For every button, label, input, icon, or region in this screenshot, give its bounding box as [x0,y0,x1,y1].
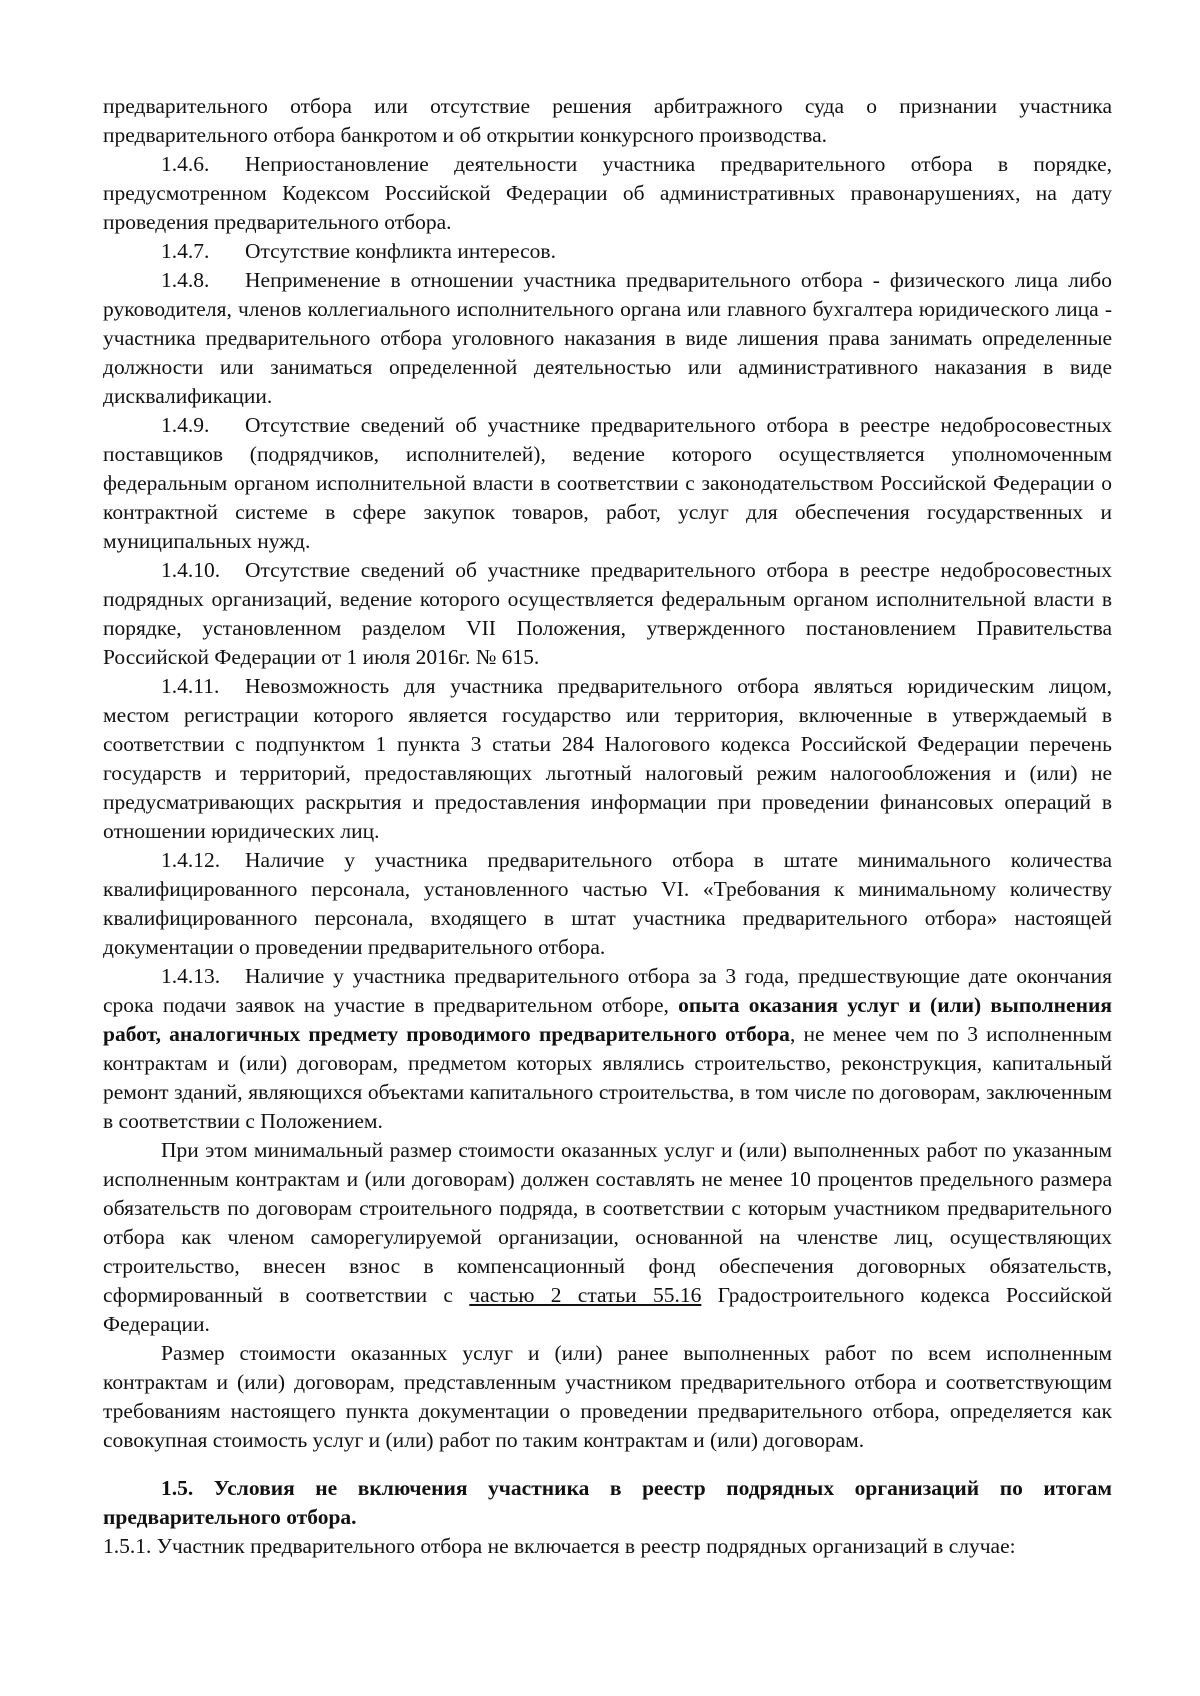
clause-bold-text: опыта оказания услуг и (или) выполнения работ, аналогичных предмету проводимого предварительного отбора [103,993,1113,1046]
clause-1-4-11 [103,672,1112,846]
paragraph-text: При этом минимальный размер стоимости оказанных услуг и (или) выполненных работ по указанным исполненным контрактам и (или договорам) должен составлять не менее 10 процентов предельного размера обязательств по договорам строительного подряда, в соответствии с которым участником предварительного отбора как членом саморегулируемой организации, основанной на членстве лиц, осуществляющих строительство, внесен взнос в компенсационный фонд обеспечения договорных обязательств, сформированный в соответствии с [103,1138,1112,1307]
paragraph-text-continued: Градостроительного кодекса Российской Федерации. [103,1283,1112,1336]
clause-number: 1.4.13. [161,964,221,988]
clause-number: 1.4.12. [161,848,221,872]
clause-text: Наличие у участника предварительного отбора в штате минимального количества квалифицированного персонала, установленного частью VI. «Требования к минимальному количеству квалифицированного персонала, входящего в штат участника предварительного отбора» настоящей документации о проведении предварительного отбора. [103,848,1112,959]
clause-text: Наличие у участника предварительного отбора за 3 года, предшествующие дате окончания срока подачи заявок на участие в предварительном отборе, [103,964,1112,1017]
clause-1-4-8 [103,266,1112,411]
clause-number: 1.4.8. [161,268,210,292]
clause-text: Неприменение в отношении участника предварительного отбора - физического лица либо руководителя, членов коллегиального исполнительного органа или главного бухгалтера юридического лица - участника предварительного отбора уголовного наказания в виде лишения права занимать определенные должности или заниматься определенной деятельностью или административного наказания в виде дисквалификации. [103,268,1112,408]
clause-number: 1.4.10. [161,558,221,582]
paragraph-total-cost: Размер стоимости оказанных услуг и (или) ранее выполненных работ по всем исполненным контрактам и (или) договорам, представленным участником предварительного отбора и соответствующим требованиям настоящего пункта документации о проведении предварительного отбора, определяется как совокупная стоимость услуг и (или) работ по таким контрактам и (или) договорам. [103,1341,1112,1452]
clause-1-4-9 [103,411,1112,556]
clause-text: Невозможность для участника предварительного отбора являться юридическим лицом, местом регистрации которого является государство или территория, включенные в утверждаемый в соответствии с подпунктом 1 пункта 3 статьи 284 Налогового кодекса Российской Федерации перечень государств и территорий, предоставляющих льготный налоговый режим налогообложения и (или) не предусматривающих раскрытия и предоставления информации при проведении финансовых операций в отношении юридических лиц. [103,674,1112,843]
section-heading-1-5: 1.5. Условия не включения участника в реестр подрядных организаций по итогам предварительного отбора. [103,1476,1112,1529]
clause-1-4-12 [103,846,1112,962]
clause-text: Неприостановление деятельности участника предварительного отбора в порядке, предусмотренном Кодексом Российской Федерации об административных правонарушениях, на дату проведения предварительного отбора. [103,152,1112,234]
clause-1-4-13 [103,962,1112,1136]
clause-1-4-6 [103,150,1112,237]
clause-1-4-7 [103,237,1112,266]
paragraph-min-cost [103,1136,1112,1339]
clause-text: Отсутствие сведений об участнике предварительного отбора в реестре недобросовестных подрядных организаций, ведение которого осуществляется федеральным органом исполнительной власти в порядке, установленном разделом VII Положения, утвержденного постановлением Правительства Российской Федерации от 1 июля 2016г. № 615. [103,558,1112,669]
clause-text-continued: , не менее чем по 3 исполненным контрактам и (или) договорам, предметом которых являлись строительство, реконструкция, капитальный ремонт зданий, являющихся объектами капитального строительства, в том числе по договорам, заключенным в соответствии с Положением. [103,1022,1112,1133]
clause-1-4-10 [103,556,1112,672]
clause-number: 1.4.11. [161,674,220,698]
clause-text: Отсутствие сведений об участнике предварительного отбора в реестре недобросовестных поставщиков (подрядчиков, исполнителей), ведение которого осуществляется уполномоченным федеральным органом исполнительной власти в соответствии с законодательством Российской Федерации о контрактной системе в сфере закупок товаров, работ, услуг для обеспечения государственных и муниципальных нужд. [103,413,1112,553]
clause-1-5-1: 1.5.1. Участник предварительного отбора не включается в реестр подрядных организаций в случае: [103,1534,1016,1558]
clause-number: 1.4.7. [161,239,210,263]
clause-number: 1.4.6. [161,152,210,176]
clause-number: 1.4.9. [161,413,210,437]
law-reference-link[interactable]: частью 2 статьи 55.16 [469,1283,702,1307]
clause-text: Отсутствие конфликта интересов. [245,239,556,263]
paragraph-continuation: предварительного отбора или отсутствие решения арбитражного суда о признании участника предварительного отбора банкротом и об открытии конкурсного производства. [103,94,1112,147]
